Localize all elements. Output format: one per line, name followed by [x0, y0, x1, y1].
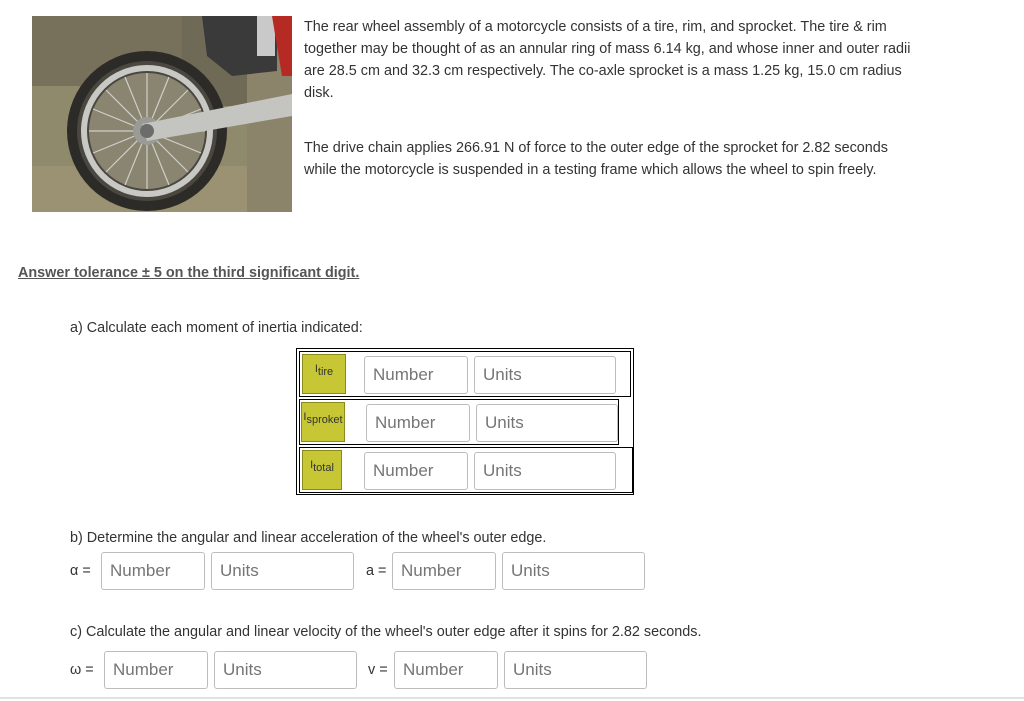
- a-units-input[interactable]: [502, 552, 645, 590]
- motorcycle-wheel-photo: [32, 16, 292, 212]
- question-a: a) Calculate each moment of inertia indicated:: [70, 320, 363, 336]
- total-number-input[interactable]: [364, 452, 468, 490]
- tire-number-input[interactable]: [364, 356, 468, 394]
- problem-paragraph-2: The drive chain applies 266.91 N of force to the outer edge of the sprocket for 2.82 seconds while the motorcycle is suspended in a testing frame which allows the wheel to spin freely.: [304, 140, 888, 178]
- problem-paragraph-1: The rear wheel assembly of a motorcycle consists of a tire, rim, and sprocket. The tire & rim together may be thought of as an annular ring of mass 6.14 kg, and whose inner and outer radii are 28.5 cm and 32.3 cm respectively. The co-axle sprocket is a mass 1.25 kg, 15.0 cm radius disk.: [304, 19, 911, 101]
- sproket-number-input[interactable]: [366, 404, 470, 442]
- motorcycle-wheel-image: [32, 16, 292, 212]
- tire-units-input[interactable]: [474, 356, 616, 394]
- inertia-symbol: I: [303, 411, 307, 423]
- sproket-units-input[interactable]: [476, 404, 618, 442]
- inertia-label-tire: [302, 354, 346, 394]
- v-units-input[interactable]: [504, 651, 647, 689]
- inertia-row-tire: [299, 351, 631, 397]
- inertia-row-total: [299, 447, 633, 493]
- omega-number-input[interactable]: [104, 651, 208, 689]
- total-units-input[interactable]: [474, 452, 616, 490]
- inertia-subscript: sproket: [306, 414, 343, 426]
- omega-units-input[interactable]: [214, 651, 357, 689]
- problem-statement: [304, 16, 924, 181]
- inertia-subscript: tire: [317, 366, 334, 378]
- alpha-units-input[interactable]: [211, 552, 354, 590]
- v-label: v =: [368, 662, 388, 678]
- alpha-number-input[interactable]: [101, 552, 205, 590]
- inertia-symbol: I: [310, 459, 314, 471]
- alpha-label: α =: [70, 563, 91, 579]
- inertia-symbol: I: [314, 363, 318, 375]
- a-label: a =: [366, 563, 387, 579]
- inertia-label-total: [302, 450, 342, 490]
- question-b: b) Determine the angular and linear acceleration of the wheel's outer edge.: [70, 530, 547, 546]
- inertia-row-sproket: [299, 399, 619, 445]
- inertia-subscript: total: [313, 462, 334, 474]
- bottom-divider: [0, 697, 1024, 699]
- inertia-table: [296, 348, 634, 495]
- v-number-input[interactable]: [394, 651, 498, 689]
- a-number-input[interactable]: [392, 552, 496, 590]
- question-c: c) Calculate the angular and linear velocity of the wheel's outer edge after it spins for 2.82 seconds.: [70, 624, 702, 640]
- tolerance-note: Answer tolerance ± 5 on the third significant digit.: [18, 265, 360, 281]
- inertia-label-sproket: [301, 402, 345, 442]
- omega-label: ω =: [70, 662, 94, 678]
